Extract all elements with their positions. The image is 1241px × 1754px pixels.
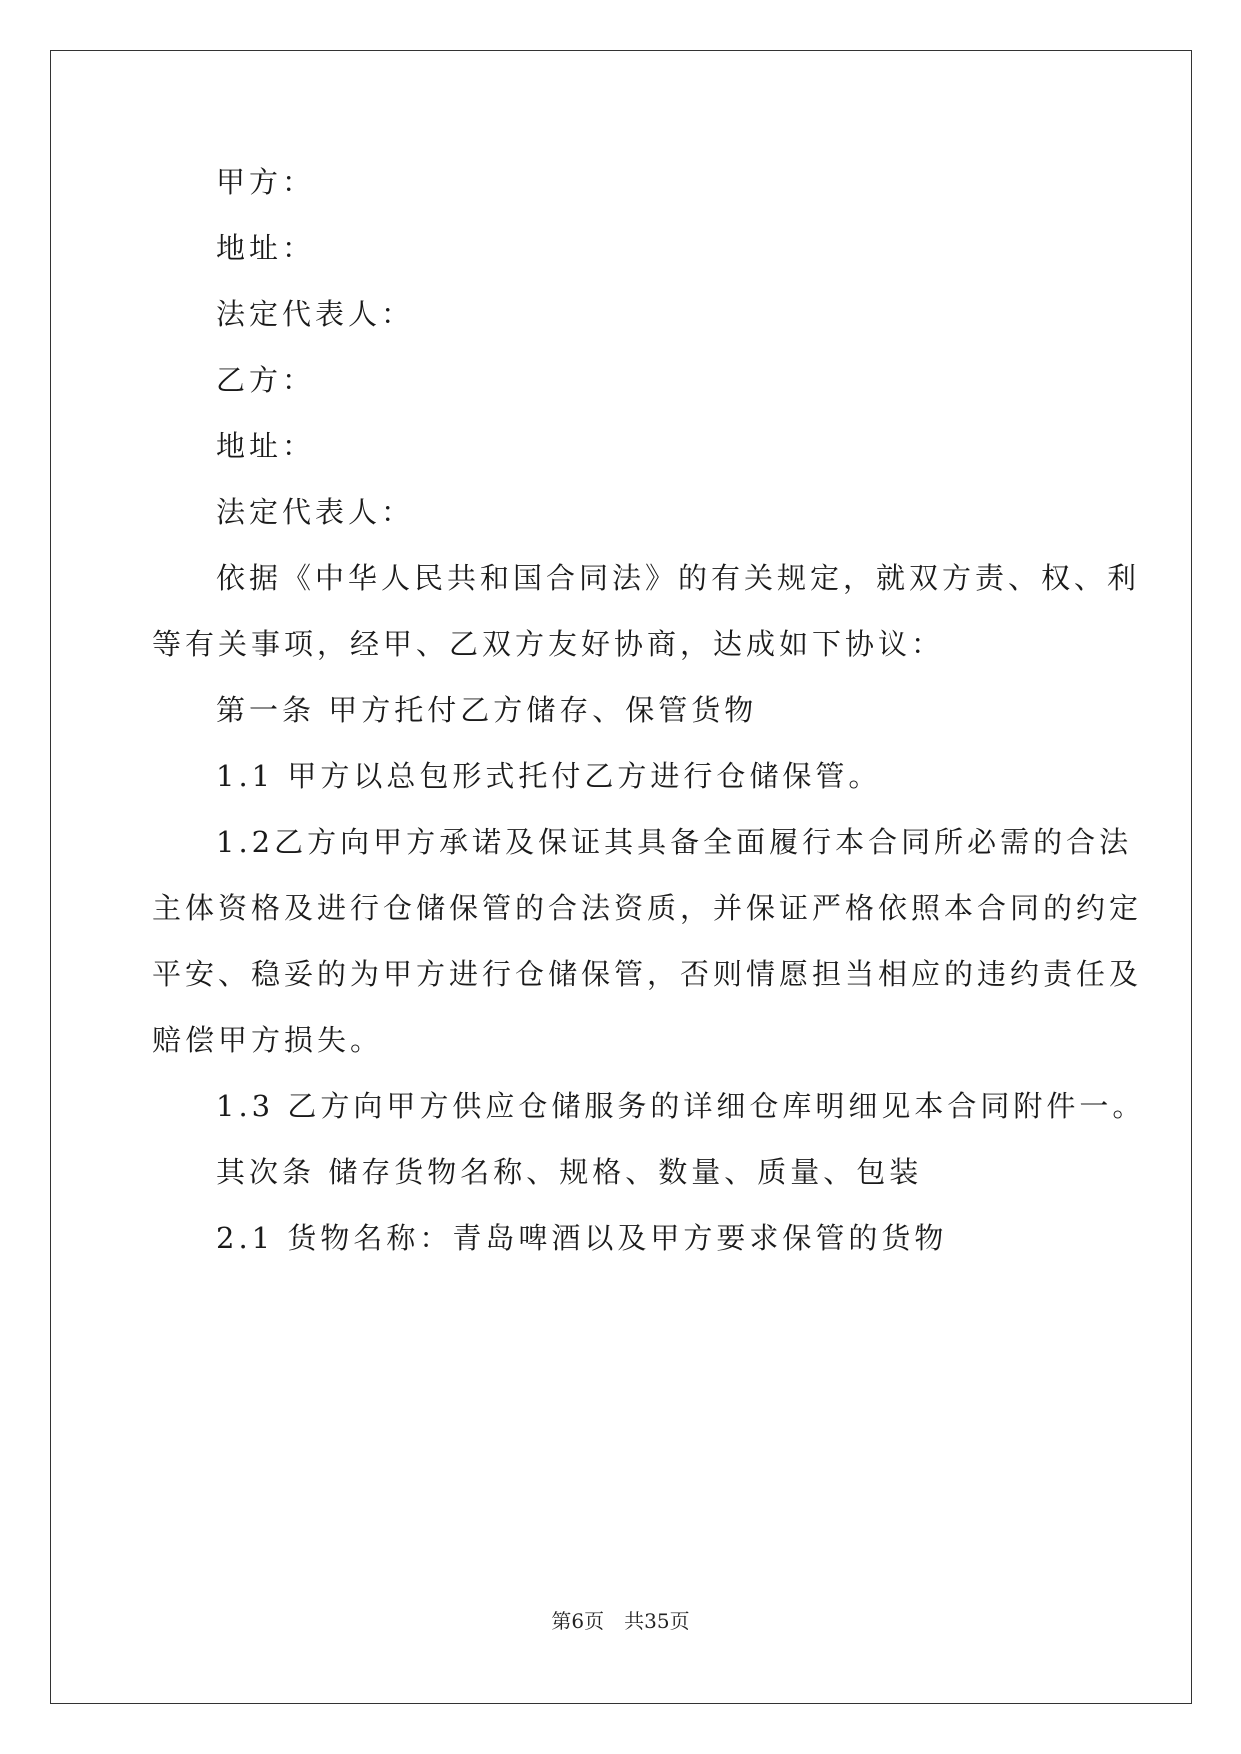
party-b-line: 乙方： — [216, 363, 316, 397]
total-page-count: 共35页 — [624, 1609, 690, 1633]
party-a-address-line: 地址： — [216, 231, 316, 265]
clause-1-1: 1.1 甲方以总包形式托付乙方进行仓储保管。 — [216, 759, 882, 793]
preamble-line-2: 等有关事项，经甲、乙双方友好协商，达成如下协议： — [152, 627, 945, 661]
party-b-address-line: 地址： — [216, 429, 316, 463]
clause-1-2-line-4: 赔偿甲方损失。 — [152, 1023, 384, 1057]
clause-2-1: 2.1 货物名称：青岛啤酒以及甲方要求保管的货物 — [216, 1221, 948, 1255]
clause-1-2-line-1: 1.2乙方向甲方承诺及保证其具备全面履行本合同所必需的合法 — [216, 825, 1133, 859]
document-body — [152, 163, 1146, 1285]
clause-1-2-line-3: 平安、稳妥的为甲方进行仓储保管，否则情愿担当相应的违约责任及 — [152, 957, 1143, 991]
clause-1-3: 1.3 乙方向甲方供应仓储服务的详细仓库明细见本合同附件一。 — [216, 1089, 1146, 1123]
preamble-line-1: 依据《中华人民共和国合同法》的有关规定，就双方责、权、利 — [216, 561, 1141, 595]
party-b-representative-line: 法定代表人： — [216, 495, 415, 529]
party-a-line: 甲方： — [216, 165, 316, 199]
party-a-representative-line: 法定代表人： — [216, 297, 415, 331]
article-1-heading: 第一条 甲方托付乙方储存、保管货物 — [216, 693, 758, 727]
clause-1-2-line-2: 主体资格及进行仓储保管的合法资质，并保证严格依照本合同的约定 — [152, 891, 1143, 925]
article-2-heading: 其次条 储存货物名称、规格、数量、质量、包装 — [216, 1155, 923, 1189]
page-footer — [0, 1605, 1241, 1634]
current-page-number: 第6页 — [551, 1609, 605, 1633]
